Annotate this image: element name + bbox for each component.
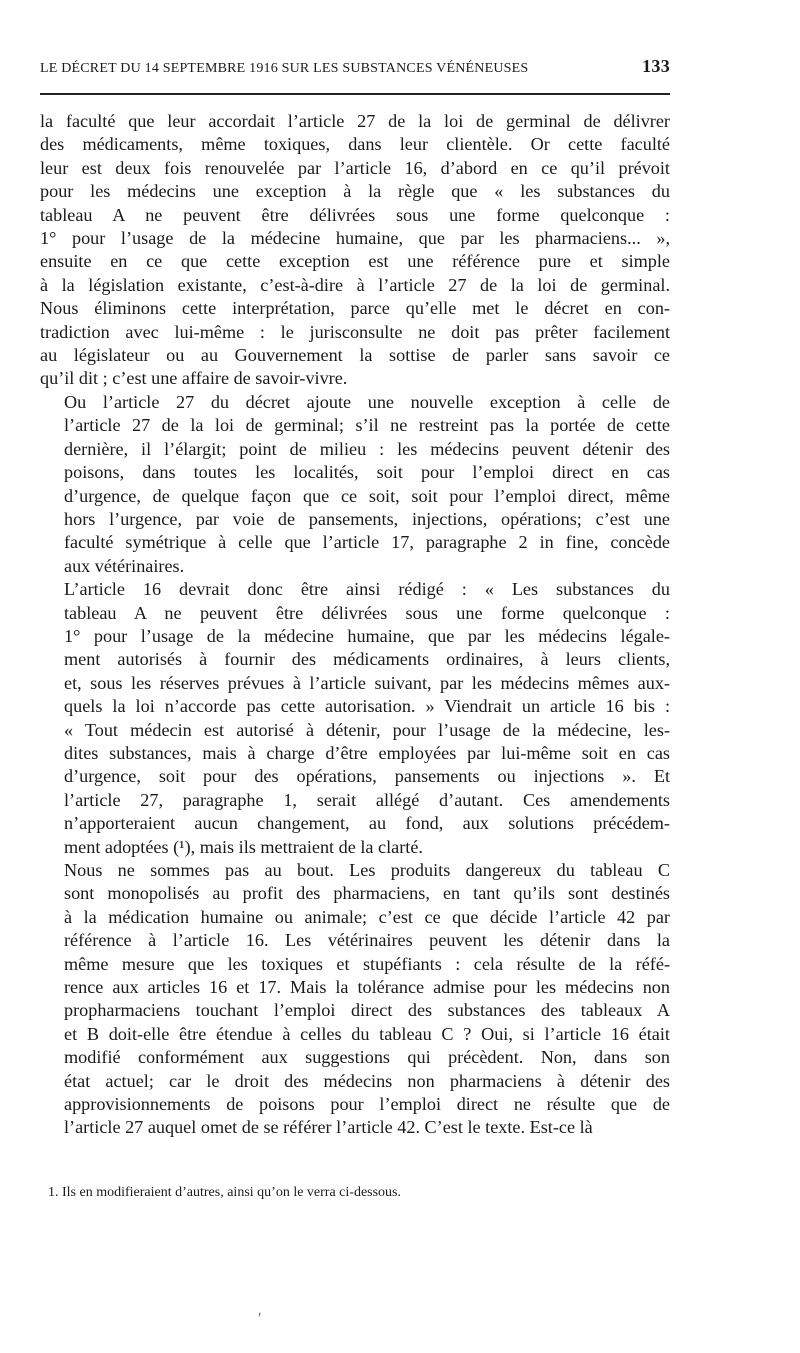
text-line: d’urgence, soit pour des opérations, pansements ou injections ». Et bbox=[64, 766, 670, 787]
text-line: « Tout médecin est autorisé à détenir, pour l’usage de la médecine, les- bbox=[64, 719, 670, 740]
text-line: d’urgence, de quelque façon que ce soit, soit pour l’emploi direct, même bbox=[64, 485, 670, 506]
text-line: l’article 27 de la loi de germinal; s’il ne restreint pas la portée de cette bbox=[64, 415, 670, 436]
text-line: des médicaments, même toxiques, dans leur clientèle. Or cette faculté bbox=[40, 134, 670, 155]
text-line: Nous ne sommes pas au bout. Les produits dangereux du tableau C bbox=[64, 860, 670, 880]
page-number: 133 bbox=[642, 56, 670, 76]
text-line: 1° pour l’usage de la médecine humaine, que par les pharmaciens... », bbox=[40, 228, 670, 249]
paragraph bbox=[40, 578, 670, 859]
text-line: la faculté que leur accordait l’article 27 de la loi de germinal de délivrer bbox=[40, 111, 670, 131]
text-line: L’article 16 devrait donc être ainsi rédigé : « Les substances du bbox=[64, 579, 670, 600]
text-line: approvisionnements de poisons pour l’emploi direct ne résulte que de bbox=[64, 1094, 670, 1115]
text-line: modifié conformément aux suggestions qui précèdent. Non, dans son bbox=[64, 1047, 670, 1068]
text-line: sont monopolisés au profit des pharmaciens, en tant qu’ils sont destinés bbox=[64, 883, 670, 904]
text-line: et B doit-elle être étendue à celles du tableau C ? Oui, si l’article 16 était bbox=[64, 1023, 670, 1044]
text-line: l’article 27 auquel omet de se référer l’article 42. C’est le texte. Est-ce là bbox=[64, 1117, 593, 1138]
text-line: poisons, dans toutes les localités, soit pour l’emploi direct en cas bbox=[64, 462, 670, 483]
text-line: n’apporteraient aucun changement, au fond, aux solutions précédem- bbox=[64, 813, 670, 834]
text-line: à la législation existante, c’est-à-dire à l’article 27 de la loi de germinal. bbox=[40, 274, 670, 295]
text-line: faculté symétrique à celle que l’article 17, paragraphe 2 in fine, concède bbox=[64, 532, 670, 553]
text-line: et, sous les réserves prévues à l’article suivant, par les médecins mêmes aux- bbox=[64, 672, 670, 693]
text-line: dernière, il l’élargit; point de milieu : les médecins peuvent détenir des bbox=[64, 438, 670, 459]
text-line: qu’il dit ; c’est une affaire de savoir-vivre. bbox=[40, 368, 348, 389]
text-line: ment adoptées (¹), mais ils mettraient de la clarté. bbox=[64, 836, 423, 857]
stray-ink-mark: ʹ bbox=[258, 1310, 262, 1327]
paragraph bbox=[40, 859, 670, 1140]
text-line: pour les médecins une exception à la règle que « les substances du bbox=[40, 181, 670, 202]
text-line: ensuite en ce que cette exception est une référence pure et simple bbox=[40, 251, 670, 272]
text-line: à la médication humaine ou animale; c’est ce que décide l’article 42 par bbox=[64, 906, 670, 927]
text-line: dites substances, mais à charge d’être employées par lui-même soit en cas bbox=[64, 742, 670, 763]
footnote: 1. Ils en modifieraient d’autres, ainsi qu’on le verra ci-dessous. bbox=[48, 1185, 402, 1200]
text-line: quels la loi n’accorde pas cette autorisation. » Viendrait un article 16 bis : bbox=[64, 696, 670, 717]
text-line: tableau A ne peuvent être délivrées sous une forme quelconque : bbox=[40, 204, 670, 225]
running-title: LE DÉCRET DU 14 SEPTEMBRE 1916 SUR LES SUBSTANCES VÉNÉNEUSES bbox=[40, 61, 529, 76]
text-line: Nous éliminons cette interprétation, parce qu’elle met le décret en con- bbox=[40, 298, 670, 319]
text-line: l’article 27, paragraphe 1, serait allégé d’autant. Ces amendements bbox=[64, 789, 670, 810]
text-line: référence à l’article 16. Les vétérinaires peuvent les détenir dans la bbox=[64, 930, 670, 951]
body-text bbox=[40, 110, 670, 1140]
text-line: rence aux articles 16 et 17. Mais la tolérance admise pour les médecins non bbox=[64, 977, 670, 998]
running-head bbox=[40, 56, 670, 77]
text-line: même mesure que les toxiques et stupéfiants : cela résulte de la réfé- bbox=[64, 953, 670, 974]
text-line: 1° pour l’usage de la médecine humaine, que par les médecins légale- bbox=[64, 625, 670, 646]
text-line: propharmaciens touchant l’emploi direct des substances des tableaux A bbox=[64, 1000, 670, 1021]
paragraph bbox=[40, 110, 670, 391]
text-line: tradiction avec lui-même : le jurisconsulte ne doit pas prêter facilement bbox=[40, 321, 670, 342]
text-line: au législateur ou au Gouvernement la sottise de parler sans savoir ce bbox=[40, 345, 670, 366]
text-line: ment autorisés à fournir des médicaments ordinaires, à leurs clients, bbox=[64, 649, 670, 670]
text-line: leur est deux fois renouvelée par l’article 16, d’abord en ce qu’il prévoit bbox=[40, 157, 670, 178]
text-line: tableau A ne peuvent être délivrées sous une forme quelconque : bbox=[64, 602, 670, 623]
header-rule bbox=[40, 93, 670, 95]
text-line: Ou l’article 27 du décret ajoute une nouvelle exception à celle de bbox=[64, 391, 670, 412]
paragraph bbox=[40, 391, 670, 578]
text-line: aux vétérinaires. bbox=[64, 555, 185, 576]
text-line: état actuel; car le droit des médecins non pharmaciens à détenir des bbox=[64, 1070, 670, 1091]
text-line: hors l’urgence, par voie de pansements, injections, opérations; c’est une bbox=[64, 508, 670, 529]
